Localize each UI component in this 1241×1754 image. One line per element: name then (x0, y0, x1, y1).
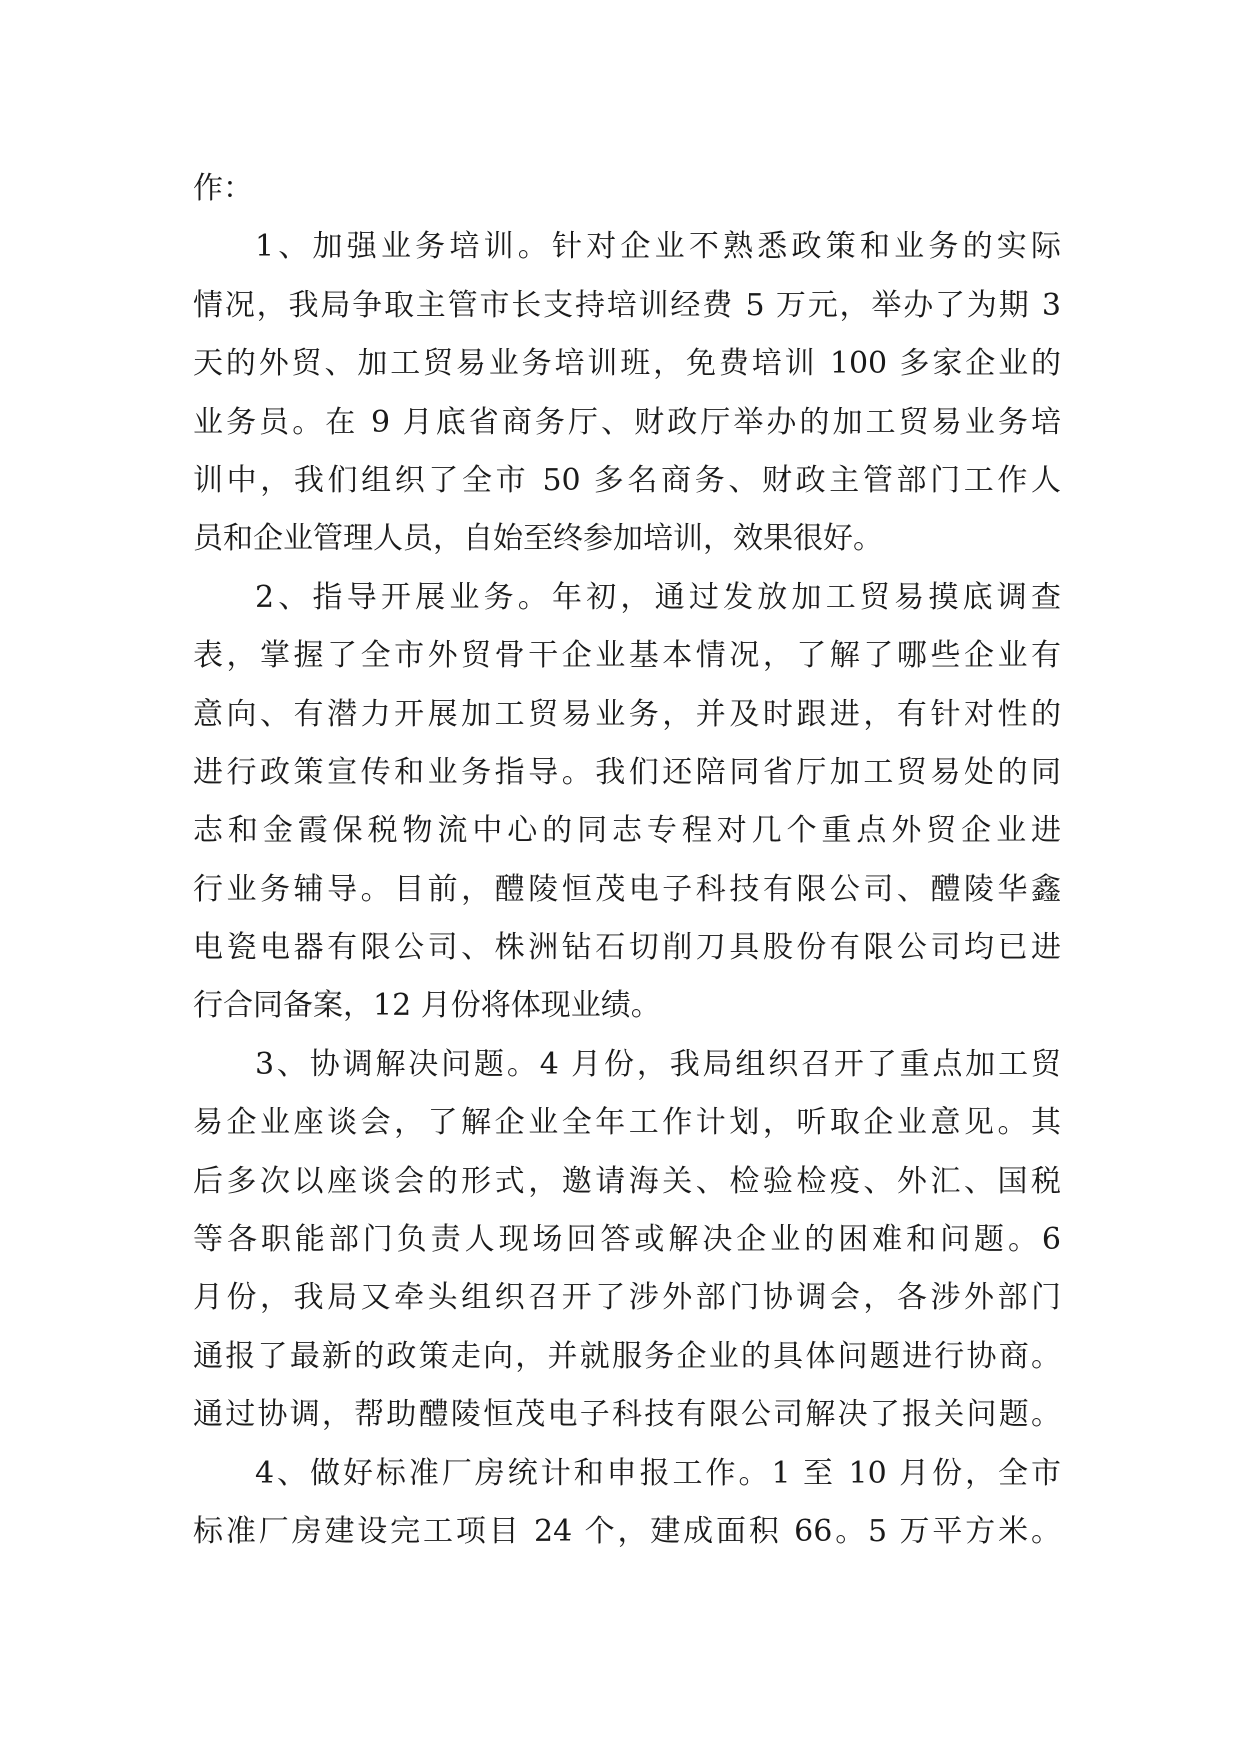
text-line: 进行政策宣传和业务指导。我们还陪同省厅加工贸易处的同 (193, 754, 1061, 790)
text-line: 等各职能部门负责人现场回答或解决企业的困难和问题。6 (193, 1222, 1061, 1258)
text-line: 行合同备案，12 月份将体现业绩。 (193, 988, 661, 1024)
text-line: 业务员。在 9 月底省商务厅、财政厅举办的加工贸易业务培 (193, 404, 1061, 440)
text-line: 通报了最新的政策走向，并就服务企业的具体问题进行协商。 (193, 1338, 1061, 1374)
text-line: 员和企业管理人员，自始至终参加培训，效果很好。 (193, 521, 883, 557)
text-line: 天的外贸、加工贸易业务培训班，免费培训 100 多家企业的 (193, 346, 1061, 382)
paragraph-2-start: 2、指导开展业务。年初，通过发放加工贸易摸底调查 (255, 579, 1061, 615)
text-line: 作： (193, 171, 253, 206)
text-line: 志和金霞保税物流中心的同志专程对几个重点外贸企业进 (193, 813, 1061, 849)
text-line: 行业务辅导。目前，醴陵恒茂电子科技有限公司、醴陵华鑫 (193, 871, 1061, 907)
document-body (193, 160, 1061, 1561)
text-line: 表，掌握了全市外贸骨干企业基本情况，了解了哪些企业有 (193, 638, 1061, 674)
text-line: 后多次以座谈会的形式，邀请海关、检验检疫、外汇、国税 (193, 1163, 1061, 1199)
text-line: 标准厂房建设完工项目 24 个，建成面积 66。5 万平方米。 (193, 1513, 1061, 1549)
text-line: 电瓷电器有限公司、株洲钻石切削刀具股份有限公司均已进 (193, 930, 1061, 966)
text-line: 情况，我局争取主管市长支持培训经费 5 万元，举办了为期 3 (193, 287, 1061, 323)
paragraph-4-start: 4、做好标准厂房统计和申报工作。1 至 10 月份，全市 (255, 1455, 1061, 1491)
text-line: 训中，我们组织了全市 50 多名商务、财政主管部门工作人 (193, 462, 1061, 498)
text-line: 通过协调，帮助醴陵恒茂电子科技有限公司解决了报关问题。 (193, 1397, 1061, 1433)
text-line: 易企业座谈会，了解企业全年工作计划，听取企业意见。其 (193, 1105, 1061, 1141)
paragraph-3-start: 3、协调解决问题。4 月份，我局组织召开了重点加工贸 (255, 1046, 1061, 1082)
text-line: 意向、有潜力开展加工贸易业务，并及时跟进，有针对性的 (193, 696, 1061, 732)
paragraph-1-start: 1、加强业务培训。针对企业不熟悉政策和业务的实际 (255, 229, 1061, 265)
text-line: 月份，我局又牵头组织召开了涉外部门协调会，各涉外部门 (193, 1280, 1061, 1316)
